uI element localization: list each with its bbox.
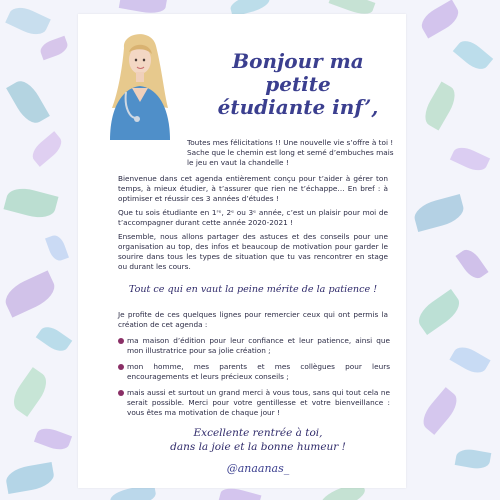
bullet-icon [118, 390, 124, 396]
closing [138, 426, 378, 454]
paragraph-2: Que tu sois étudiante en 1ʳᵉ, 2ᵉ ou 3ᵉ année, c’est un plaisir pour moi de t’accompagner durant cette année 2020-2021 ! [118, 208, 388, 227]
list-item: mais aussi et surtout un grand merci à vous tous, sans qui tout cela ne serait possible. Merci pour votre gentillesse et votre bienveillance : vous êtes ma motivation de chaque jour ! [118, 388, 390, 418]
paragraph-1: Bienvenue dans cet agenda entièrement conçu pour t’aider à gérer ton temps, à mieux étudier, à t’assurer que rien ne t’échappe… En bref : à optimiser et réussir ces 3 années d’études ! [118, 174, 388, 203]
signature: @anaanas_ [226, 462, 290, 475]
thanks-list [118, 336, 390, 424]
thanks-intro: Je profite de ces quelques lignes pour remercier ceux qui ont permis la création de cet agenda : [118, 310, 388, 329]
title-line-2: étudiante inf’, [217, 95, 379, 119]
closing-line-1: Excellente rentrée à toi, [193, 427, 323, 439]
woman-illustration [96, 22, 184, 140]
list-item: ma maison d’édition pour leur confiance et leur patience, ainsi que mon illustratrice pour sa jolie création ; [118, 336, 390, 356]
title-line-1: Bonjour ma petite [232, 49, 364, 96]
quote: Tout ce qui en vaut la peine mérite de la patience ! [128, 284, 378, 295]
bullet-icon [118, 338, 124, 344]
paragraph-3: Ensemble, nous allons partager des astuces et des conseils pour une organisation au top, des infos et beaucoup de motivation pour garder le sourire dans tous les types de situation que tu vas rencontrer en stage ou durant les cours. [118, 232, 388, 271]
list-item: mon homme, mes parents et mes collègues pour leurs encouragements et leurs précieux conseils ; [118, 362, 390, 382]
page-title [198, 50, 398, 119]
bullet-icon [118, 364, 124, 370]
letter-card [78, 14, 406, 488]
intro-paragraph: Toutes mes félicitations !! Une nouvelle vie s’offre à toi ! Sache que le chemin est long et semé d’embuches mais le jeu en vaut la chandelle ! [187, 138, 394, 167]
closing-line-2: dans la joie et la bonne humeur ! [170, 441, 346, 453]
